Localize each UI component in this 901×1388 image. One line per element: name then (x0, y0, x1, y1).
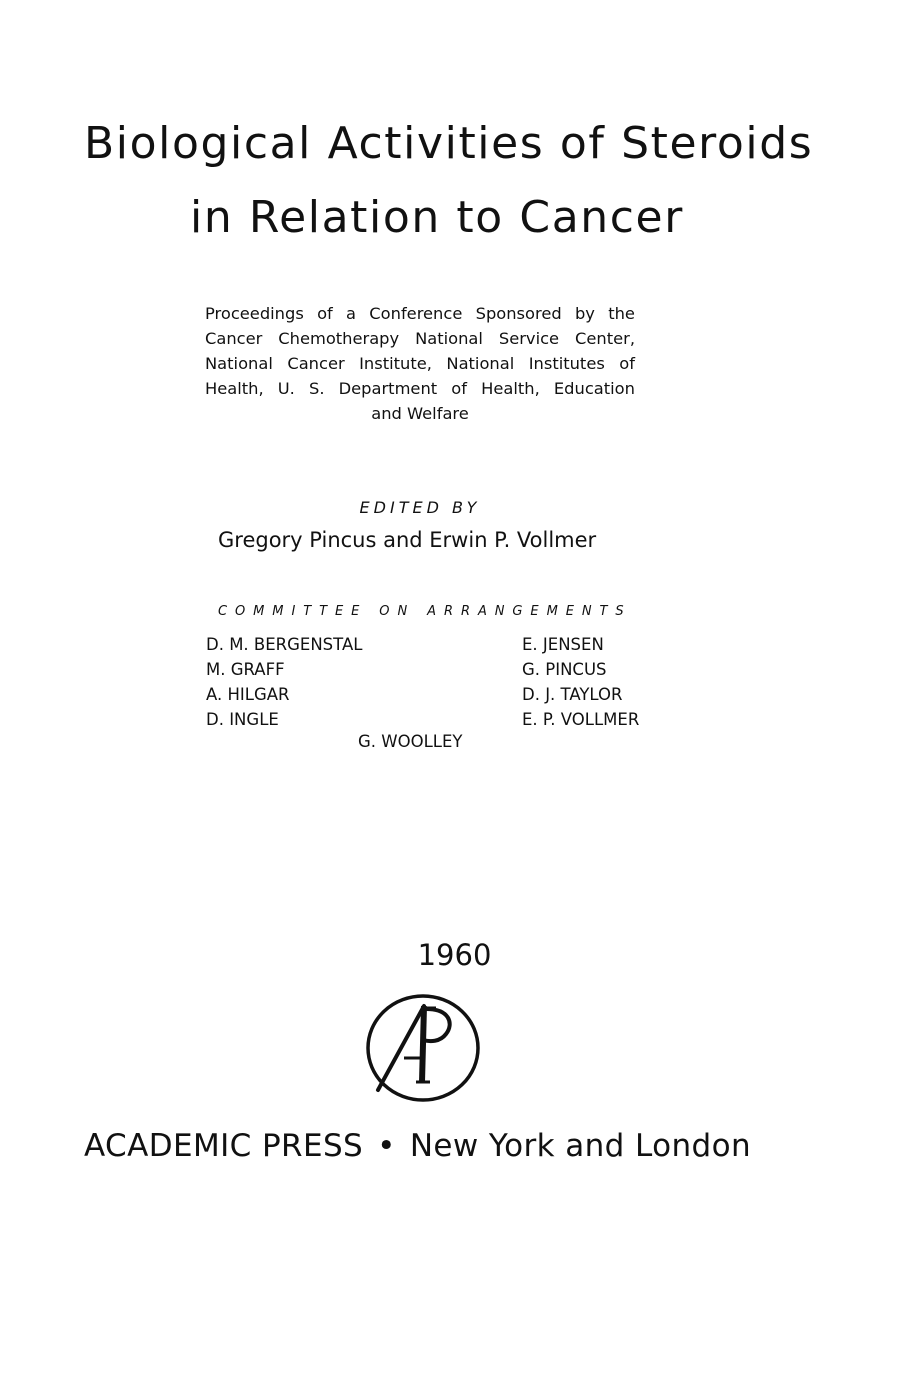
proceedings-line-4 (205, 376, 635, 401)
committee-heading (218, 604, 624, 619)
bullet-separator: • (377, 1128, 396, 1164)
publication-year: 1960 (417, 938, 492, 972)
word: the (608, 304, 635, 323)
proceedings-line-1 (205, 301, 635, 326)
heading-space (415, 604, 419, 619)
word: Cancer (287, 354, 345, 373)
publisher-imprint (84, 1128, 751, 1164)
committee-member: G. WOOLLEY (358, 732, 463, 751)
heading-letter: E (530, 604, 539, 619)
heading-letter: E (334, 604, 344, 619)
word: Chemotherapy (278, 329, 400, 348)
word: and Welfare (371, 404, 469, 423)
word: Sponsored (475, 304, 562, 323)
word: Institutes (528, 354, 605, 373)
word: Health, (205, 379, 264, 398)
editors-names: Gregory Pincus and Erwin P. Vollmer (218, 528, 597, 552)
proceedings-line-2 (205, 326, 635, 351)
heading-letter: N (581, 604, 592, 619)
word: Education (553, 379, 635, 398)
word: Conference (369, 304, 463, 323)
heading-letter: T (319, 604, 328, 619)
heading-letter: E (351, 604, 360, 619)
word: of (619, 354, 635, 373)
word: Department (338, 379, 438, 398)
word: Center, (575, 329, 635, 348)
committee-member: D. J. TAYLOR (522, 685, 623, 704)
heading-letter: T (599, 604, 608, 619)
word: Cancer (205, 329, 263, 348)
heading-letter: M (253, 604, 265, 619)
heading-letter: A (427, 604, 437, 619)
publisher-location: New York and London (409, 1128, 752, 1164)
heading-letter: O (235, 604, 246, 619)
committee-member: E. P. VOLLMER (522, 710, 640, 729)
heading-letter: S (615, 604, 624, 619)
word: Health, (481, 379, 540, 398)
heading-letter: R (460, 604, 471, 619)
committee-member: M. GRAFF (206, 660, 285, 679)
word: a (346, 304, 357, 323)
word: by (574, 304, 595, 323)
heading-letter: R (444, 604, 454, 619)
committee-left-column (206, 632, 362, 732)
heading-letter: N (494, 604, 505, 619)
word: Institute, (359, 354, 432, 373)
heading-letter: M (546, 604, 558, 619)
word: National (205, 354, 273, 373)
heading-space (367, 604, 371, 619)
committee-member: E. JENSEN (522, 635, 604, 654)
word: National (415, 329, 483, 348)
book-title-line-1: Biological Activities of Steroids (84, 118, 814, 169)
heading-letter: A (477, 604, 487, 619)
committee-member: D. INGLE (206, 710, 279, 729)
heading-letter: T (303, 604, 312, 619)
committee-member: G. PINCUS (522, 660, 607, 679)
heading-letter: N (397, 604, 408, 619)
word: National (446, 354, 515, 373)
word: Service (498, 329, 560, 348)
heading-letter: O (379, 604, 390, 619)
edited-by-label: EDITED BY (359, 498, 481, 517)
heading-letter: I (291, 604, 296, 619)
proceedings-line-5 (205, 401, 635, 426)
word: U. (277, 379, 295, 398)
heading-letter: M (272, 604, 284, 619)
heading-letter: C (218, 604, 228, 619)
heading-letter: E (565, 604, 574, 619)
word: of (451, 379, 467, 398)
proceedings-statement (205, 301, 635, 426)
word: S. (308, 379, 325, 398)
committee-member: A. HILGAR (206, 685, 290, 704)
word: of (317, 304, 333, 323)
word: Proceedings (205, 304, 304, 323)
committee-right-column (522, 632, 639, 732)
publisher-name: ACADEMIC PRESS (84, 1128, 364, 1164)
heading-letter: G (512, 604, 523, 619)
ap-monogram-icon (364, 992, 482, 1104)
proceedings-line-3 (205, 351, 635, 376)
book-title-line-2: in Relation to Cancer (190, 192, 684, 243)
committee-member: D. M. BERGENSTAL (206, 635, 363, 654)
